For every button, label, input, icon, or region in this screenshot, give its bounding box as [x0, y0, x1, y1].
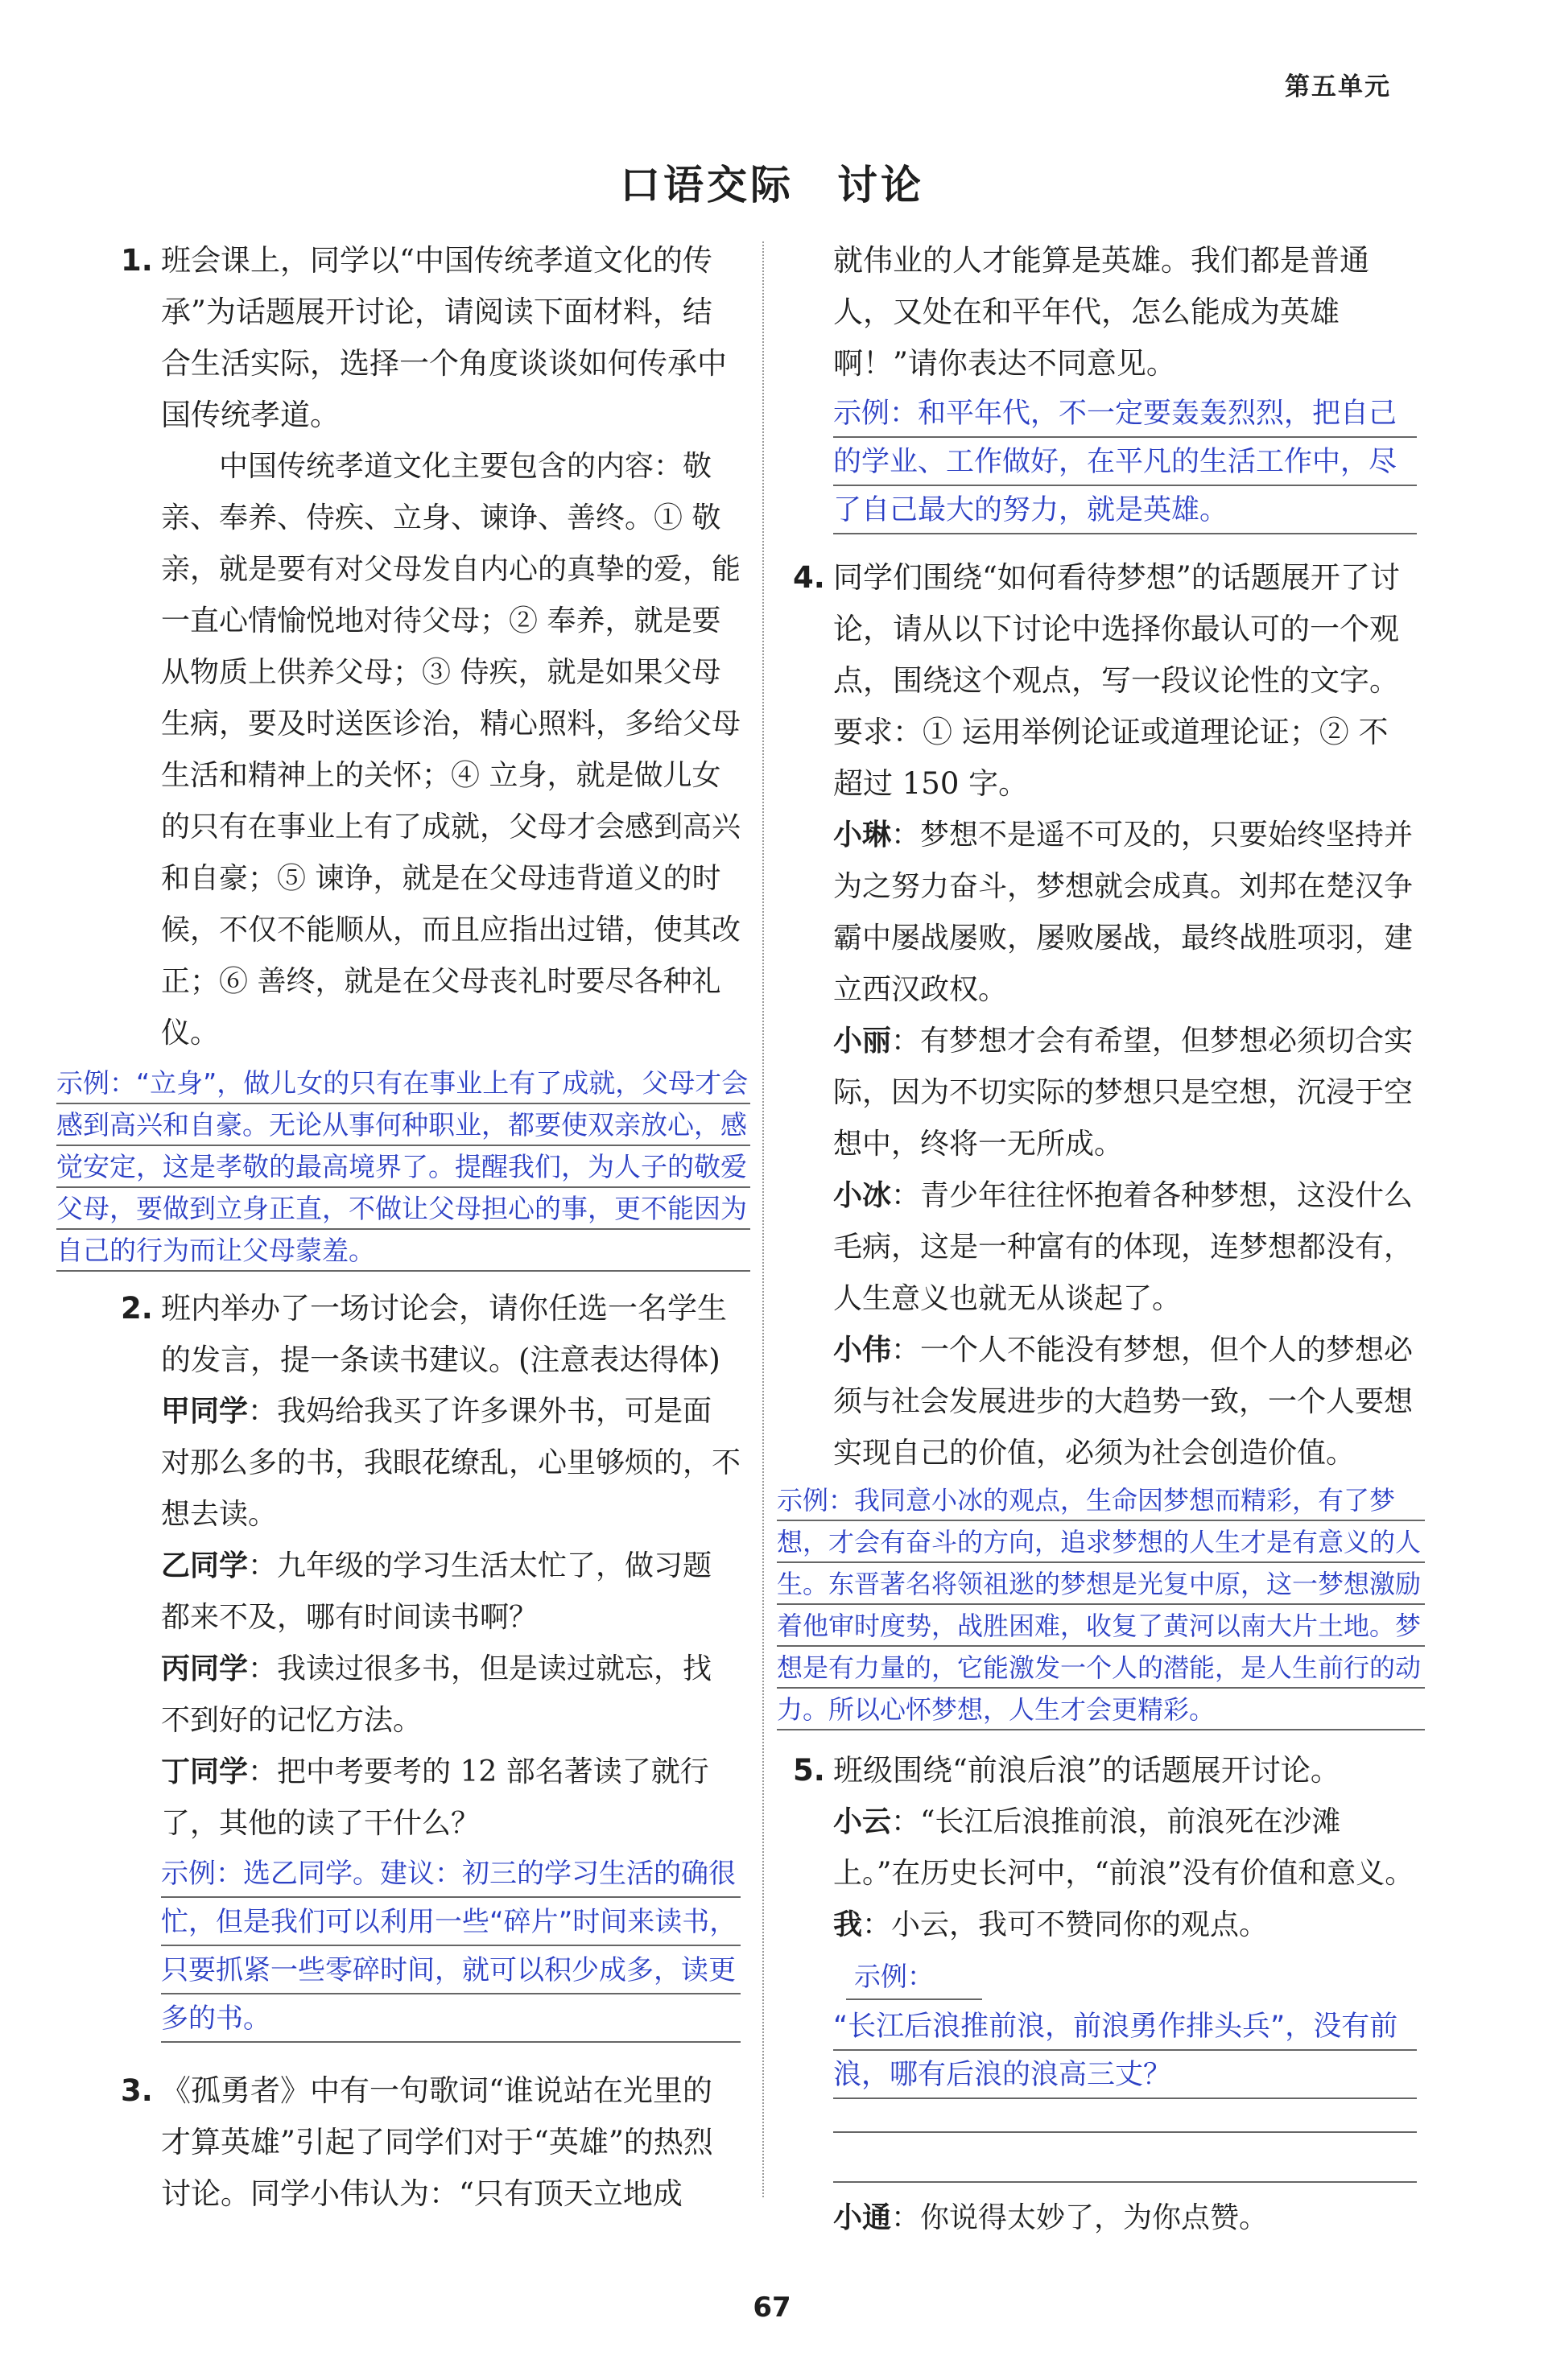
question-4-answer: 示例：我同意小冰的观点，生命因梦想而精彩，有了梦想，才会有奋斗的方向，追求梦想的人生才是有意义的人生。东晋著名将领祖逖的梦想是光复中原，这一梦想激励着他审时度势，战胜困难，收复了黄河以南大片土地。梦想是有力量的，它能激发一个人的潜能，是人生前行的动力。所以心怀梦想，人生才会更精彩。 — [777, 1479, 1425, 1730]
question-prompt: 班内举办了一场讨论会，请你任选一名学生的发言，提一条读书建议。(注意表达得体) — [161, 1291, 727, 1377]
speaker-ding — [121, 1747, 741, 1850]
question-3-continued — [793, 235, 1417, 390]
speaker-name: 小伟 — [833, 1334, 892, 1367]
question-1 — [121, 235, 741, 441]
speaker-text: ：青少年往往怀抱着各种梦想，这没什么毛病，这是一种富有的体现，连梦想都没有，人生意义也就无从谈起了。 — [833, 1179, 1414, 1315]
speaker-name: 我 — [833, 1908, 863, 1941]
speaker-xiaowei — [793, 1325, 1417, 1479]
question-5-answer: “长江后浪推前浪，前浪勇作排头兵”，没有前浪，哪有后浪的浪高三丈？ — [833, 2003, 1417, 2099]
question-2 — [121, 1283, 741, 1386]
speaker-name: 甲同学 — [161, 1395, 249, 1428]
question-5 — [793, 1745, 1417, 1796]
speaker-text: ：我妈给我买了许多课外书，可是面对那么多的书，我眼花缭乱，心里够烦的，不想去读。 — [161, 1395, 741, 1531]
unit-label: 第五单元 — [1285, 72, 1391, 101]
column-divider — [762, 241, 764, 2197]
question-number: 4. — [793, 560, 825, 595]
speaker-text: ：有梦想才会有希望，但梦想必须切合实际，因为不切实际的梦想只是空想，沉浸于空想中，终将一无所成。 — [833, 1025, 1414, 1161]
question-1-answer: 示例：“立身”，做儿女的只有在事业上有了成就，父母才会感到高兴和自豪。无论从事何种职业，都要使双亲放心，感觉安定，这是孝敬的最高境界了。提醒我们，为人子的敬爱父母，要做到立身正直，不做让父母担心的事，更不能因为自己的行为而让父母蒙羞。 — [56, 1062, 750, 1272]
answer-blank-line — [833, 2099, 1417, 2133]
speaker-xiaotong — [793, 2192, 1417, 2244]
answer-blank-line — [833, 2133, 1417, 2183]
question-prompt: 《孤勇者》中有一句歌词“谁说站在光里的才算英雄”引起了同学们对于“英雄”的热烈讨论。同学小伟认为：“只有顶天立地成 — [161, 2073, 713, 2211]
speaker-name: 小冰 — [833, 1179, 892, 1212]
speaker-text: ：“长江后浪推前浪，前浪死在沙滩上。”在历史长河中，“前浪”没有价值和意义。 — [833, 1805, 1414, 1890]
question-3-answer: 示例：和平年代，不一定要轰轰烈烈，把自己的学业、工作做好，在平凡的生活工作中，尽了自己最大的努力，就是英雄。 — [833, 390, 1417, 534]
question-number: 1. — [121, 243, 153, 278]
speaker-name: 小琳 — [833, 819, 892, 852]
right-column — [777, 235, 1422, 2244]
speaker-name: 小云 — [833, 1805, 892, 1838]
speaker-name: 丙同学 — [161, 1652, 249, 1685]
speaker-text: ：你说得太妙了，为你点赞。 — [891, 2201, 1269, 2234]
speaker-xiaoli — [793, 1016, 1417, 1170]
speaker-text: ：把中考要考的 12 部名著读了就行了，其他的读了干什么？ — [161, 1755, 709, 1840]
left-column — [56, 235, 749, 2220]
question-prompt: 班会课上，同学以“中国传统孝道文化的传承”为话题展开讨论，请阅读下面材料，结合生活实际，选择一个角度谈谈如何传承中国传统孝道。 — [161, 243, 727, 432]
speaker-xiaobing — [793, 1170, 1417, 1325]
speaker-jia — [121, 1386, 741, 1541]
question-number: 3. — [121, 2073, 153, 2108]
speaker-name: 乙同学 — [161, 1549, 249, 1582]
question-number: 5. — [793, 1753, 825, 1788]
speaker-text: ：九年级的学习生活太忙了，做习题都来不及，哪有时间读书啊？ — [161, 1549, 712, 1634]
question-1-material: 中国传统孝道文化主要包含的内容：敬亲、奉养、侍疾、立身、谏诤、善终。① 敬亲，就是要有对父母发自内心的真挚的爱，能一直心情愉悦地对待父母；② 奉养，就是要从物质上供养父母；③ 侍疾，就是如果父母生病，要及时送医诊治，精心照料，多给父母生活和精神上的关怀；④ 立身，就是做儿女的只有在事业上有了成就，父母才会感到高兴和自豪；⑤ 谏诤，就是在父母违背道义的时候，不仅不能顺从，而且应指出过错，使其改正；⑥ 善终，就是在父母丧礼时要尽各种礼仪。 — [161, 450, 741, 1050]
speaker-text: ：小云，我可不赞同你的观点。 — [862, 1908, 1269, 1941]
speaker-me — [793, 1899, 1417, 2003]
speaker-name: 丁同学 — [161, 1755, 249, 1788]
speaker-text: ：一个人不能没有梦想，但个人的梦想必须与社会发展进步的大趋势一致，一个人要想实现自己的价值，必须为社会创造价值。 — [833, 1334, 1414, 1470]
question-number: 2. — [121, 1291, 153, 1326]
speaker-text: ：我读过很多书，但是读过就忘，找不到好的记忆方法。 — [161, 1652, 712, 1737]
page-number: 67 — [753, 2291, 791, 2324]
question-4 — [793, 552, 1417, 810]
speaker-yi — [121, 1541, 741, 1644]
page-title: 口语交际 讨论 — [620, 162, 924, 208]
speaker-name: 小丽 — [833, 1025, 892, 1058]
question-3 — [121, 2065, 741, 2220]
speaker-text: ：梦想不是遥不可及的，只要始终坚持并为之努力奋斗，梦想就会成真。刘邦在楚汉争霸中屡战屡败，屡败屡战，最终战胜项羽，建立西汉政权。 — [833, 819, 1414, 1006]
speaker-name: 小通 — [833, 2201, 892, 2234]
question-2-answer: 示例：选乙同学。建议：初三的学习生活的确很忙，但是我们可以利用一些“碎片”时间来读书，只要抓紧一些零碎时间，就可以积少成多，读更多的书。 — [161, 1850, 741, 2043]
question-prompt: 同学们围绕“如何看待梦想”的话题展开了讨论，请从以下讨论中选择你最认可的一个观点，围绕这个观点，写一段议论性的文字。要求：① 运用举例论证或道理论证；② 不超过 150 字。 — [833, 560, 1400, 801]
speaker-bing — [121, 1644, 741, 1747]
question-5-answer-label: 示例： — [846, 1955, 982, 2000]
question-prompt: 就伟业的人才能算是英雄。我们都是普通人，又处在和平年代，怎么能成为英雄啊！”请你表达不同意见。 — [833, 243, 1369, 381]
question-prompt: 班级围绕“前浪后浪”的话题展开讨论。 — [833, 1753, 1340, 1788]
speaker-xiaolin — [793, 810, 1417, 1016]
speaker-xiaoyun — [793, 1796, 1417, 1899]
